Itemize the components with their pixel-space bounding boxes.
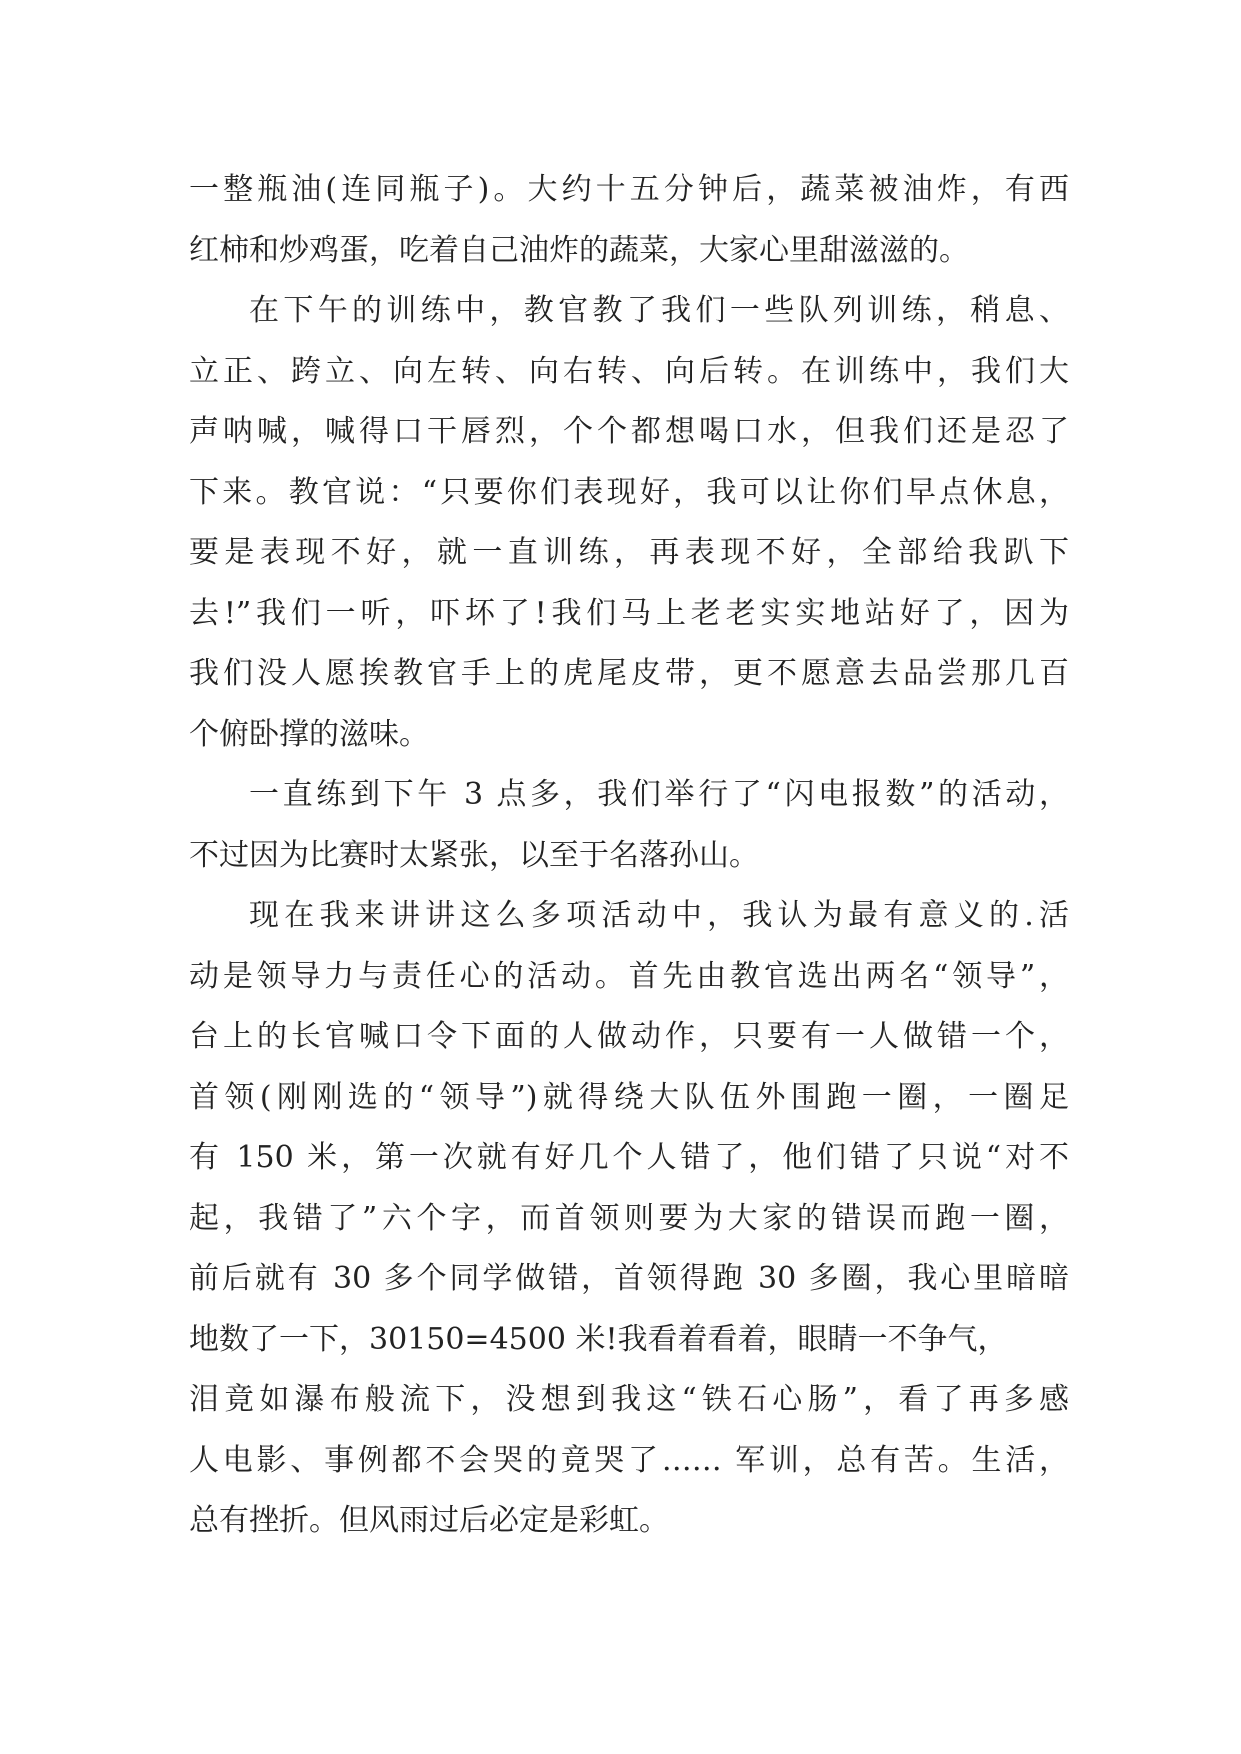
text-line: 台上的长官喊口令下面的人做动作，只要有一人做错一个， (189, 1019, 1069, 1054)
text-line: 一直练到下午 3 点多，我们举行了“闪电报数”的活动， (249, 777, 1069, 812)
text-line: 不过因为比赛时太紧张，以至于名落孙山。 (189, 837, 759, 873)
text-line: 个俯卧撑的滋味。 (189, 716, 429, 752)
text-line: 动是领导力与责任心的活动。首先由教官选出两名“领导”， (189, 958, 1069, 994)
text-line: 要是表现不好，就一直训练，再表现不好，全部给我趴下 (189, 535, 1069, 570)
paragraph (189, 765, 1069, 886)
text-line: 有 150 米，第一次就有好几个人错了，他们错了只说“对不 (189, 1140, 1069, 1175)
text-line: 现在我来讲讲这么多项活动中，我认为最有意义的.活 (249, 898, 1069, 933)
text-line: 在下午的训练中，教官教了我们一些队列训练，稍息、 (249, 293, 1069, 328)
text-line: 泪竟如瀑布般流下，没想到我这“铁石心肠”，看了再多感 (189, 1382, 1069, 1417)
text-line: 前后就有 30 多个同学做错，首领得跑 30 多圈，我心里暗暗 (189, 1261, 1069, 1296)
text-line: 立正、跨立、向左转、向右转、向后转。在训练中，我们大 (189, 353, 1069, 389)
text-line: 下来。教官说：“只要你们表现好，我可以让你们早点休息， (189, 474, 1069, 510)
text-line: 红柿和炒鸡蛋，吃着自己油炸的蔬菜，大家心里甜滋滋的。 (189, 232, 969, 268)
text-line: 地数了一下，30150=4500 米!我看着看着，眼睛一不争气， (189, 1321, 1008, 1357)
text-line: 起，我错了”六个字，而首领则要为大家的错误而跑一圈， (189, 1200, 1069, 1236)
text-line: 声呐喊，喊得口干唇烈，个个都想喝口水，但我们还是忍了 (189, 414, 1069, 449)
text-line: 首领(刚刚选的“领导”)就得绕大队伍外围跑一圈，一圈足 (189, 1079, 1069, 1115)
body-text (189, 160, 1069, 1552)
paragraph (189, 160, 1069, 281)
paragraph (189, 886, 1069, 1552)
text-line: 总有挫折。但风雨过后必定是彩虹。 (189, 1503, 669, 1538)
text-line: 人电影、事例都不会哭的竟哭了…… 军训，总有苦。生活， (189, 1442, 1069, 1478)
text-line: 我们没人愿挨教官手上的虎尾皮带，更不愿意去品尝那几百 (189, 656, 1069, 691)
text-line: 去!”我们一听，吓坏了!我们马上老老实实地站好了，因为 (189, 595, 1069, 631)
paragraph (189, 281, 1069, 765)
text-line: 一整瓶油(连同瓶子)。大约十五分钟后，蔬菜被油炸，有西 (189, 172, 1069, 207)
